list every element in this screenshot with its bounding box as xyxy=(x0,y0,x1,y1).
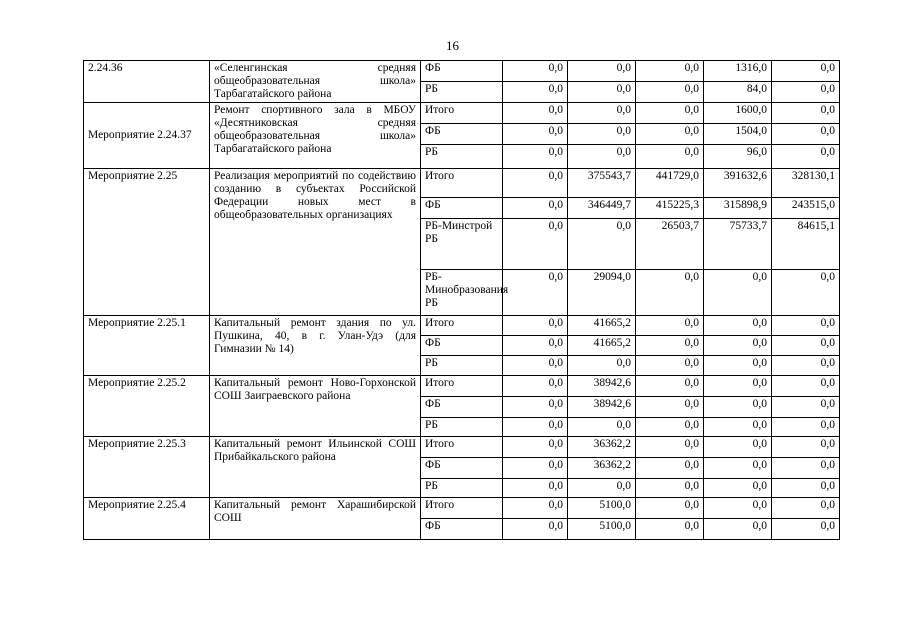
funding-source: ФБ xyxy=(421,397,503,418)
amount-cell: 0,0 xyxy=(772,316,840,336)
measure-code: Мероприятие 2.25.4 xyxy=(84,498,210,540)
table-row xyxy=(84,103,840,124)
amount-cell: 0,0 xyxy=(704,498,772,519)
amount-cell: 0,0 xyxy=(503,376,568,397)
amount-cell: 5100,0 xyxy=(568,519,636,540)
amount-cell: 0,0 xyxy=(772,498,840,519)
amount-cell: 0,0 xyxy=(503,124,568,145)
amount-cell: 0,0 xyxy=(503,458,568,479)
amount-cell: 0,0 xyxy=(636,397,704,418)
amount-cell: 0,0 xyxy=(772,103,840,124)
measure-name: Ремонт спортивного зала в МБОУ «Десятниковская средняя общеобразовательная школа» Тарбагатайского района xyxy=(210,103,421,169)
amount-cell: 0,0 xyxy=(636,498,704,519)
amount-cell: 0,0 xyxy=(772,124,840,145)
funding-source: ФБ xyxy=(421,519,503,540)
amount-cell: 0,0 xyxy=(772,458,840,479)
funding-source: РБ xyxy=(421,145,503,169)
measure-code: Мероприятие 2.24.37 xyxy=(84,103,210,169)
amount-cell: 0,0 xyxy=(636,458,704,479)
amount-cell: 0,0 xyxy=(772,376,840,397)
funding-source: РБ xyxy=(421,82,503,103)
funding-source: ФБ xyxy=(421,336,503,356)
amount-cell: 243515,0 xyxy=(772,198,840,219)
amount-cell: 0,0 xyxy=(704,458,772,479)
measure-name: Капитальный ремонт Харашибирской СОШ xyxy=(210,498,421,540)
amount-cell: 441729,0 xyxy=(636,169,704,198)
amount-cell: 346449,7 xyxy=(568,198,636,219)
amount-cell: 5100,0 xyxy=(568,498,636,519)
amount-cell: 0,0 xyxy=(772,356,840,376)
funding-source: ФБ xyxy=(421,458,503,479)
funding-source: Итого xyxy=(421,103,503,124)
amount-cell: 0,0 xyxy=(704,316,772,336)
measure-code: Мероприятие 2.25.3 xyxy=(84,437,210,498)
measure-code: 2.24.36 xyxy=(84,61,210,103)
measure-name: Капитальный ремонт Ильинской СОШ Прибайкальского района xyxy=(210,437,421,498)
amount-cell: 0,0 xyxy=(636,124,704,145)
amount-cell: 0,0 xyxy=(704,519,772,540)
amount-cell: 41665,2 xyxy=(568,316,636,336)
amount-cell: 0,0 xyxy=(772,418,840,437)
amount-cell: 38942,6 xyxy=(568,397,636,418)
amount-cell: 0,0 xyxy=(636,418,704,437)
amount-cell: 0,0 xyxy=(503,479,568,498)
measure-name: «Селенгинская средняя общеобразовательная школа» Тарбагатайского района xyxy=(210,61,421,103)
table-row xyxy=(84,437,840,458)
funding-source: ФБ xyxy=(421,61,503,82)
amount-cell: 1504,0 xyxy=(704,124,772,145)
table-row xyxy=(84,376,840,397)
amount-cell: 0,0 xyxy=(636,103,704,124)
amount-cell: 0,0 xyxy=(704,437,772,458)
amount-cell: 0,0 xyxy=(636,437,704,458)
table-row xyxy=(84,61,840,82)
measure-name: Реализация мероприятий по содействию созданию в субъектах Российской Федерации новых мест в общеобразовательных организациях xyxy=(210,169,421,316)
amount-cell: 0,0 xyxy=(636,479,704,498)
amount-cell: 0,0 xyxy=(772,397,840,418)
measure-code: Мероприятие 2.25.1 xyxy=(84,316,210,376)
amount-cell: 84,0 xyxy=(704,82,772,103)
funding-source: ФБ xyxy=(421,124,503,145)
funding-source: ФБ xyxy=(421,198,503,219)
amount-cell: 0,0 xyxy=(503,437,568,458)
amount-cell: 0,0 xyxy=(772,61,840,82)
amount-cell: 0,0 xyxy=(636,82,704,103)
page-number: 16 xyxy=(446,38,459,53)
funding-source: РБ xyxy=(421,479,503,498)
amount-cell: 0,0 xyxy=(503,198,568,219)
funding-source: РБ xyxy=(421,418,503,437)
amount-cell: 0,0 xyxy=(772,336,840,356)
funding-source: Итого xyxy=(421,498,503,519)
amount-cell: 75733,7 xyxy=(704,219,772,270)
amount-cell: 0,0 xyxy=(503,219,568,270)
amount-cell: 0,0 xyxy=(503,356,568,376)
amount-cell: 29094,0 xyxy=(568,270,636,316)
amount-cell: 0,0 xyxy=(704,270,772,316)
amount-cell: 315898,9 xyxy=(704,198,772,219)
table-row xyxy=(84,498,840,519)
amount-cell: 0,0 xyxy=(772,479,840,498)
funding-source: РБ-Минобразования РБ xyxy=(421,270,503,316)
amount-cell: 0,0 xyxy=(636,61,704,82)
amount-cell: 0,0 xyxy=(503,498,568,519)
amount-cell: 0,0 xyxy=(568,103,636,124)
amount-cell: 0,0 xyxy=(636,336,704,356)
amount-cell: 375543,7 xyxy=(568,169,636,198)
amount-cell: 36362,2 xyxy=(568,437,636,458)
amount-cell: 0,0 xyxy=(503,145,568,169)
amount-cell: 0,0 xyxy=(772,437,840,458)
funding-source: Итого xyxy=(421,316,503,336)
measure-code: Мероприятие 2.25 xyxy=(84,169,210,316)
amount-cell: 0,0 xyxy=(503,270,568,316)
amount-cell: 26503,7 xyxy=(636,219,704,270)
funding-source: Итого xyxy=(421,169,503,198)
amount-cell: 1316,0 xyxy=(704,61,772,82)
amount-cell: 0,0 xyxy=(636,356,704,376)
amount-cell: 0,0 xyxy=(772,145,840,169)
amount-cell: 0,0 xyxy=(704,336,772,356)
funding-table xyxy=(83,60,840,540)
funding-source: РБ xyxy=(421,356,503,376)
amount-cell: 391632,6 xyxy=(704,169,772,198)
amount-cell: 0,0 xyxy=(704,356,772,376)
measure-code: Мероприятие 2.25.2 xyxy=(84,376,210,437)
amount-cell: 0,0 xyxy=(568,356,636,376)
amount-cell: 1600,0 xyxy=(704,103,772,124)
amount-cell: 0,0 xyxy=(503,519,568,540)
amount-cell: 0,0 xyxy=(636,316,704,336)
amount-cell: 0,0 xyxy=(503,82,568,103)
amount-cell: 0,0 xyxy=(704,479,772,498)
amount-cell: 0,0 xyxy=(636,270,704,316)
amount-cell: 0,0 xyxy=(704,376,772,397)
measure-name: Капитальный ремонт Ново-Горхонской СОШ Заиграевского района xyxy=(210,376,421,437)
amount-cell: 41665,2 xyxy=(568,336,636,356)
amount-cell: 0,0 xyxy=(636,519,704,540)
funding-source: РБ-Минстрой РБ xyxy=(421,219,503,270)
amount-cell: 0,0 xyxy=(568,219,636,270)
amount-cell: 0,0 xyxy=(772,519,840,540)
amount-cell: 328130,1 xyxy=(772,169,840,198)
amount-cell: 96,0 xyxy=(704,145,772,169)
amount-cell: 0,0 xyxy=(503,418,568,437)
amount-cell: 0,0 xyxy=(503,336,568,356)
amount-cell: 0,0 xyxy=(568,418,636,437)
amount-cell: 0,0 xyxy=(503,316,568,336)
amount-cell: 0,0 xyxy=(704,397,772,418)
table-row xyxy=(84,169,840,198)
funding-source: Итого xyxy=(421,437,503,458)
amount-cell: 0,0 xyxy=(568,82,636,103)
table-row xyxy=(84,316,840,336)
amount-cell: 38942,6 xyxy=(568,376,636,397)
amount-cell: 0,0 xyxy=(568,61,636,82)
amount-cell: 36362,2 xyxy=(568,458,636,479)
amount-cell: 84615,1 xyxy=(772,219,840,270)
amount-cell: 0,0 xyxy=(568,124,636,145)
amount-cell: 0,0 xyxy=(503,169,568,198)
funding-source: Итого xyxy=(421,376,503,397)
amount-cell: 0,0 xyxy=(503,103,568,124)
amount-cell: 0,0 xyxy=(568,145,636,169)
measure-name: Капитальный ремонт здания по ул. Пушкина, 40, в г. Улан-Удэ (для Гимназии № 14) xyxy=(210,316,421,376)
amount-cell: 415225,3 xyxy=(636,198,704,219)
amount-cell: 0,0 xyxy=(772,270,840,316)
amount-cell: 0,0 xyxy=(772,82,840,103)
amount-cell: 0,0 xyxy=(636,376,704,397)
amount-cell: 0,0 xyxy=(503,61,568,82)
amount-cell: 0,0 xyxy=(636,145,704,169)
amount-cell: 0,0 xyxy=(704,418,772,437)
amount-cell: 0,0 xyxy=(568,479,636,498)
amount-cell: 0,0 xyxy=(503,397,568,418)
